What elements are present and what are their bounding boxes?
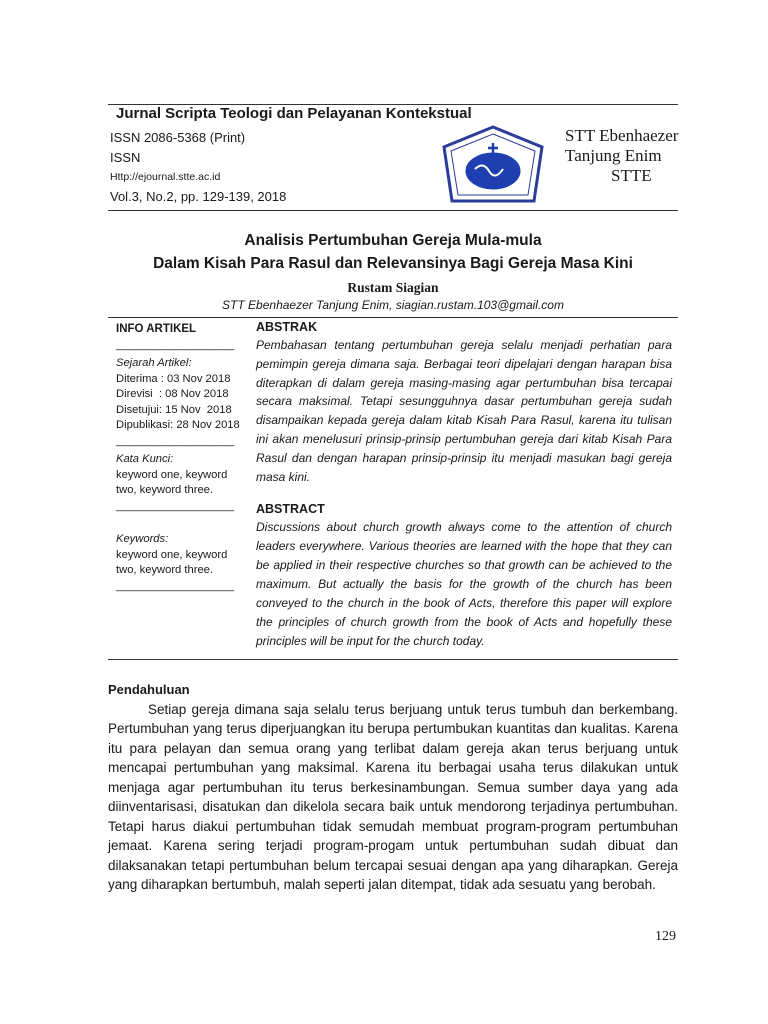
page-number: 129 — [655, 928, 676, 944]
journal-title: Jurnal Scripta Teologi dan Pelayanan Kontekstual — [116, 105, 472, 122]
revised-date: Direvisi : 08 Nov 2018 — [116, 388, 229, 400]
separator: ___________________ — [116, 338, 235, 351]
institution-line: Tanjung Enim — [565, 146, 662, 165]
keywords: keyword one, keyword two, keyword three. — [116, 548, 228, 576]
info-abstract-block — [108, 317, 678, 660]
accepted-date: Disetujui: 15 Nov 2018 — [116, 403, 232, 416]
abstracts — [256, 318, 678, 651]
abstract-text: Discussions about church growth always come to the attention of church leaders everywhere. Various theories are learned with the hope that they can be applied in their respective churches so that growth can be achieved to the maximum. But actually the basis for the growth of the church has been conveyed to the church in the book of Acts, therefore this paper will explore the principles of church growth from the book of Acts and hopefully these principles will be input for the church today. — [256, 520, 672, 649]
introduction — [108, 680, 678, 895]
intro-text: Setiap gereja dimana saja selalu terus berjuang untuk terus tumbuh dan berkembang. Pertumbuhan yang terus diperjuangkan itu berupa pertumbukan kuantitas dan kualitas. Karena itu para pelayan dan semua orang yang terlibat dalam gereja akan terus berjuang untuk mencapai pertumbuhan yang maksimal. Karena itu berbagai usaha terus dilakukan untuk menjaga agar pertumbuhan itu terus berkesinambungan. Semua sumber daya yang ada diinventarisasi, disatukan dan dikelola secara baik untuk mendorong terjadinya pertumbuhan. Tetapi harus diakui pertumbuhan tidak semudah membuat program-program pertumbuhan jemaat. Karena sering terjadi program-progam untuk pertumbuhan sudah dibuat dan dilaksanakan tetapi pertumbuhan belum tercapai sesuai dengan apa yang diharapkan. Gereja yang diharapkan bertumbuh, malah seperti jalan ditempat, tidak ada sesuatu yang berobah. — [108, 701, 678, 893]
info-heading: INFO ARTIKEL — [116, 323, 197, 335]
separator: ___________________ — [116, 579, 235, 592]
affiliation: STT Ebenhaezer Tanjung Enim, siagian.rustam.103@gmail.com — [222, 298, 564, 312]
separator: ___________________ — [116, 499, 235, 512]
abstract-section — [256, 500, 672, 651]
kata-kunci-label: Kata Kunci: — [116, 453, 174, 465]
article-title-line1: Analisis Pertumbuhan Gereja Mula-mula — [244, 232, 542, 249]
separator: ___________________ — [116, 434, 235, 447]
article-title-line2: Dalam Kisah Para Rasul dan Relevansinya Bagi Gereja Masa Kini — [153, 255, 633, 272]
history-label: Sejarah Artikel: — [116, 357, 192, 369]
institution-name — [565, 126, 678, 186]
kata-kunci: keyword one, keyword two, keyword three. — [116, 468, 228, 496]
article-info — [108, 318, 244, 651]
institution-line: STTE — [611, 166, 652, 185]
issn-print: ISSN 2086-5368 (Print) — [110, 130, 246, 145]
abstrak-text: Pembahasan tentang pertumbuhan gereja selalu menjadi perhatian para pemimpin gereja dimana saja. Berbagai teori dipelajari dengan harapan bisa diterapkan di dalam gereja masing-masing agar pertumbuhan bisa tercapai secara maksimal. Tetapi sesungguhnya dasar pertumbuhan gereja sudah disampaikan kepada gereja dalam kitab Kisah Para Rasul, karena itu tulisan ini akan menelusuri prinsip-prinsip pertumbuhan gereja dari kitab Kisah Para Rasul dan dengan harapan prinsip-prinsip itu menjadi masukan bagi gereja masa kini. — [256, 338, 672, 484]
intro-heading: Pendahuluan — [108, 682, 190, 698]
article-body — [108, 317, 678, 945]
published-date: Dipublikasi: 28 Nov 2018 — [116, 419, 240, 431]
abstrak-section — [256, 318, 672, 486]
volume-info: Vol.3, No.2, pp. 129-139, 2018 — [110, 189, 287, 204]
issn-online: ISSN — [110, 150, 141, 165]
author: Rustam Siagian — [347, 280, 439, 295]
institution-line: STT Ebenhaezer — [565, 126, 679, 145]
received-date: Diterima : 03 Nov 2018 — [116, 372, 231, 385]
header-bottom-rule — [108, 210, 678, 211]
abstract-heading: ABSTRACT — [256, 502, 325, 517]
institution-logo — [440, 125, 546, 214]
journal-url[interactable]: Http://ejournal.stte.ac.id — [110, 171, 221, 183]
keywords-label: Keywords: — [116, 533, 169, 545]
abstrak-heading: ABSTRAK — [256, 320, 318, 334]
